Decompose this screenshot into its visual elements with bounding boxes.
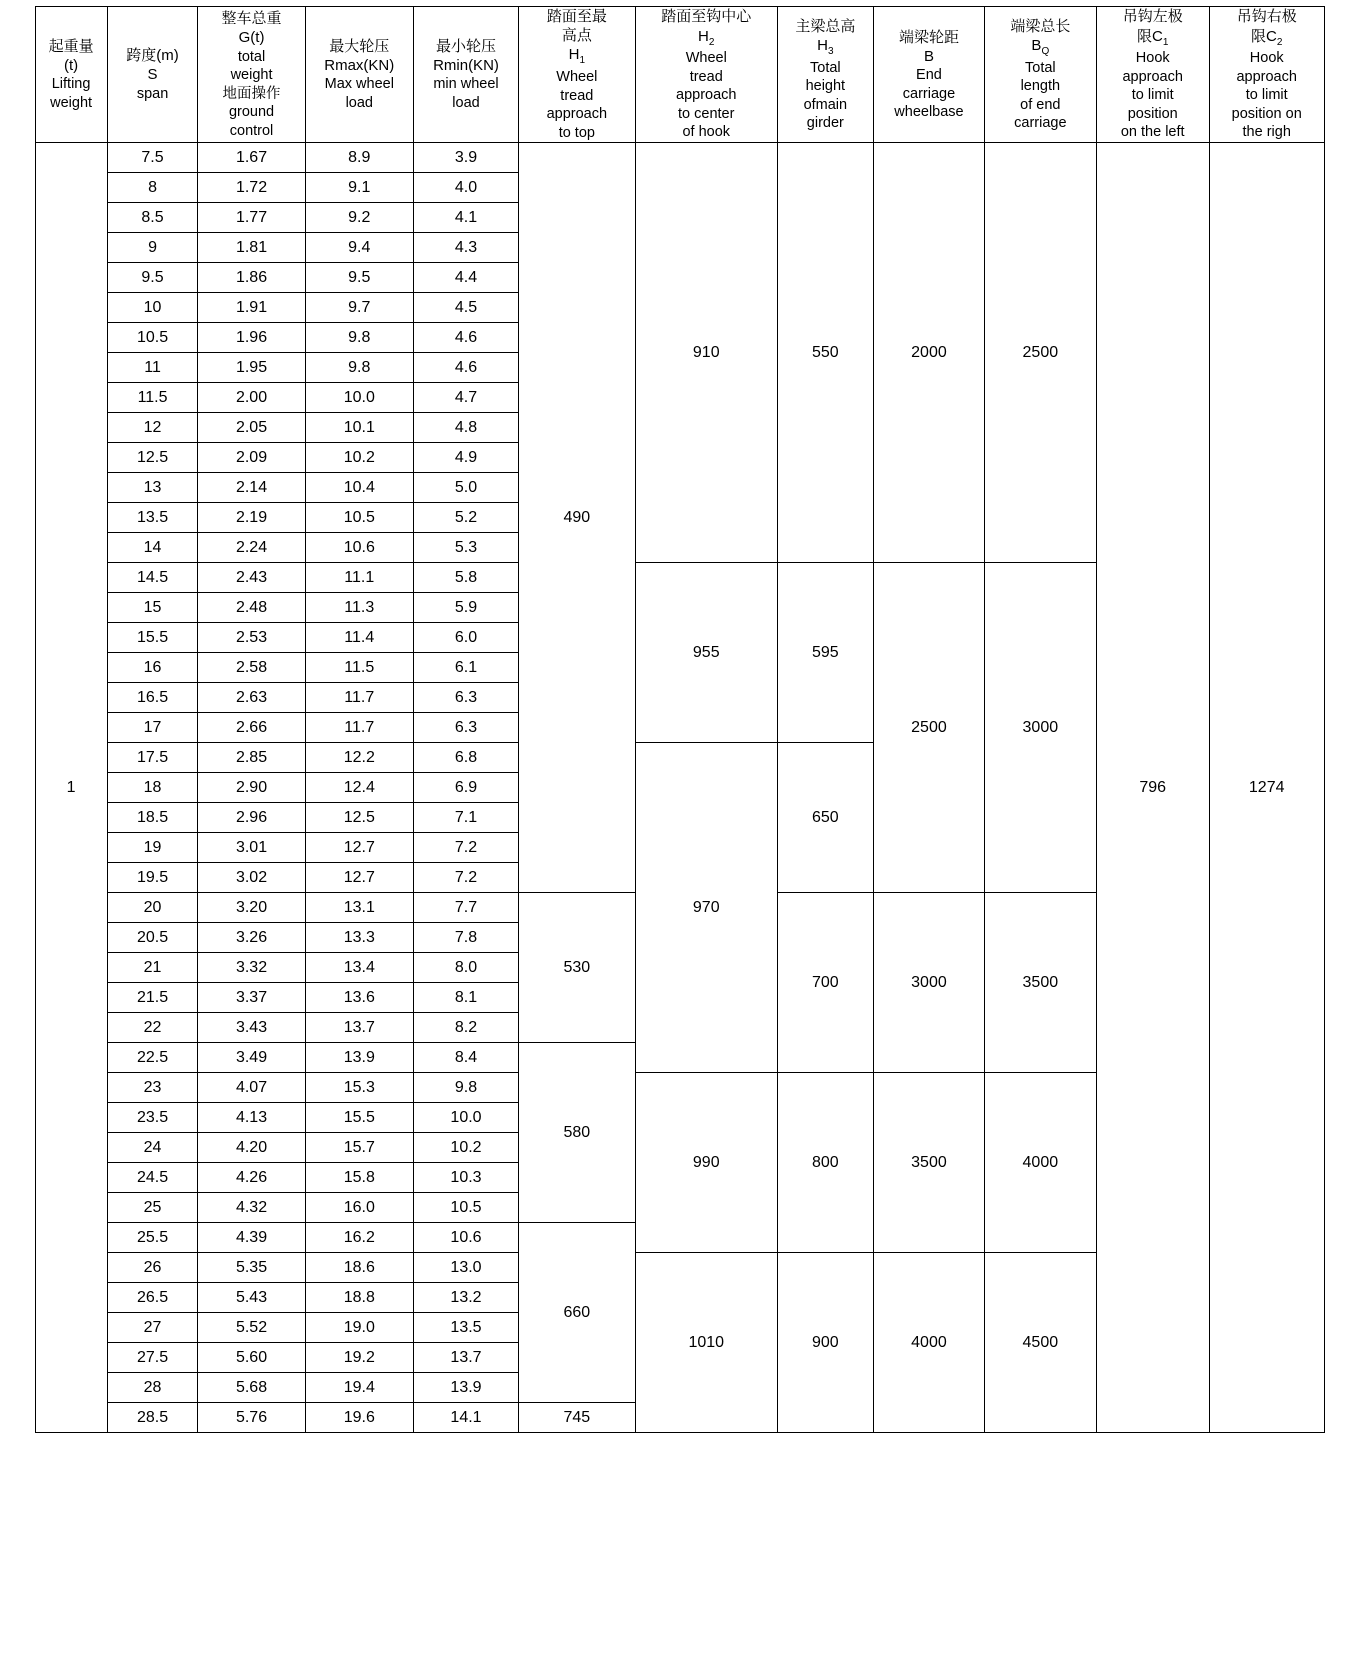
cell-max-wheel-load: 15.5 [305,1103,413,1133]
cell-min-wheel-load: 13.7 [413,1343,518,1373]
cell-total-weight: 2.66 [198,713,305,743]
cell-span: 28 [107,1373,198,1403]
cell-total-weight: 1.72 [198,173,305,203]
cell-max-wheel-load: 13.6 [305,983,413,1013]
cell-max-wheel-load: 13.7 [305,1013,413,1043]
cell-min-wheel-load: 4.6 [413,323,518,353]
cell-span: 10 [107,293,198,323]
cell-b: 2000 [873,143,984,563]
cell-min-wheel-load: 13.9 [413,1373,518,1403]
col-header-h1-tread-to-top: 踏面至最 高点 $H_1$ Wheel tread approach to top [519,7,636,143]
cell-max-wheel-load: 18.8 [305,1283,413,1313]
cell-min-wheel-load: 6.0 [413,623,518,653]
table-header [35,7,1324,143]
cell-h1: 745 [519,1403,636,1433]
cell-max-wheel-load: 15.8 [305,1163,413,1193]
header-row [35,7,1324,143]
cell-max-wheel-load: 10.5 [305,503,413,533]
cell-span: 15.5 [107,623,198,653]
cell-max-wheel-load: 16.0 [305,1193,413,1223]
cell-max-wheel-load: 16.2 [305,1223,413,1253]
cell-total-weight: 2.58 [198,653,305,683]
cell-span: 8 [107,173,198,203]
cell-min-wheel-load: 6.8 [413,743,518,773]
cell-min-wheel-load: 7.2 [413,833,518,863]
cell-h1: 580 [519,1043,636,1223]
cell-min-wheel-load: 10.0 [413,1103,518,1133]
col-header-c1-hook-left-limit: 吊钩左极 限$C_1$ Hook approach to limit position on the left [1096,7,1209,143]
cell-bq: 3500 [985,893,1096,1073]
cell-span: 8.5 [107,203,198,233]
cell-min-wheel-load: 6.3 [413,683,518,713]
cell-span: 17.5 [107,743,198,773]
cell-span: 25.5 [107,1223,198,1253]
cell-min-wheel-load: 4.0 [413,173,518,203]
cell-total-weight: 4.39 [198,1223,305,1253]
cell-total-weight: 1.77 [198,203,305,233]
cell-min-wheel-load: 10.5 [413,1193,518,1223]
cell-min-wheel-load: 7.1 [413,803,518,833]
cell-total-weight: 2.96 [198,803,305,833]
col-header-c2-hook-right-limit: 吊钩右极 限$C_2$ Hook approach to limit position on the righ [1209,7,1324,143]
cell-min-wheel-load: 5.9 [413,593,518,623]
cell-min-wheel-load: 8.2 [413,1013,518,1043]
cell-lifting-weight: 1 [35,143,107,1433]
cell-min-wheel-load: 10.3 [413,1163,518,1193]
cell-span: 7.5 [107,143,198,173]
cell-total-weight: 5.68 [198,1373,305,1403]
col-header-bq-end-carriage-length: 端梁总长 $B_Q$ Total length of end carriage [985,7,1096,143]
cell-min-wheel-load: 4.8 [413,413,518,443]
col-header-min-wheel-load: 最小轮压 Rmin(KN) min wheel load [413,7,518,143]
cell-total-weight: 1.96 [198,323,305,353]
cell-total-weight: 5.60 [198,1343,305,1373]
cell-max-wheel-load: 19.6 [305,1403,413,1433]
cell-total-weight: 3.32 [198,953,305,983]
cell-max-wheel-load: 11.7 [305,683,413,713]
cell-total-weight: 3.02 [198,863,305,893]
cell-span: 22.5 [107,1043,198,1073]
cell-max-wheel-load: 19.2 [305,1343,413,1373]
cell-span: 16 [107,653,198,683]
cell-h2: 955 [635,563,777,743]
table-row [35,143,1324,173]
cell-span: 23 [107,1073,198,1103]
cell-min-wheel-load: 10.2 [413,1133,518,1163]
cell-span: 18.5 [107,803,198,833]
cell-span: 13 [107,473,198,503]
cell-min-wheel-load: 4.9 [413,443,518,473]
cell-h3: 550 [777,143,873,563]
cell-max-wheel-load: 13.4 [305,953,413,983]
cell-total-weight: 4.20 [198,1133,305,1163]
cell-max-wheel-load: 12.7 [305,863,413,893]
col-header-span: 跨度(m) S span [107,7,198,143]
cell-span: 26.5 [107,1283,198,1313]
cell-min-wheel-load: 10.6 [413,1223,518,1253]
col-header-total-weight: 整车总重 G(t) total weight 地面操作 ground control [198,7,305,143]
cell-min-wheel-load: 14.1 [413,1403,518,1433]
cell-min-wheel-load: 13.0 [413,1253,518,1283]
cell-total-weight: 1.81 [198,233,305,263]
cell-min-wheel-load: 4.4 [413,263,518,293]
cell-bq: 4000 [985,1073,1096,1253]
cell-total-weight: 2.24 [198,533,305,563]
cell-bq: 4500 [985,1253,1096,1433]
cell-min-wheel-load: 5.2 [413,503,518,533]
cell-h3: 700 [777,893,873,1073]
cell-total-weight: 5.76 [198,1403,305,1433]
cell-span: 27 [107,1313,198,1343]
cell-max-wheel-load: 12.7 [305,833,413,863]
cell-h2: 990 [635,1073,777,1253]
cell-max-wheel-load: 8.9 [305,143,413,173]
cell-span: 12.5 [107,443,198,473]
cell-min-wheel-load: 5.3 [413,533,518,563]
cell-max-wheel-load: 13.9 [305,1043,413,1073]
cell-total-weight: 3.26 [198,923,305,953]
cell-span: 14 [107,533,198,563]
cell-span: 21.5 [107,983,198,1013]
cell-max-wheel-load: 12.4 [305,773,413,803]
cell-min-wheel-load: 6.9 [413,773,518,803]
cell-max-wheel-load: 13.1 [305,893,413,923]
cell-span: 23.5 [107,1103,198,1133]
cell-min-wheel-load: 6.3 [413,713,518,743]
cell-h3: 900 [777,1253,873,1433]
col-header-max-wheel-load: 最大轮压 Rmax(KN) Max wheel load [305,7,413,143]
cell-span: 24 [107,1133,198,1163]
cell-span: 24.5 [107,1163,198,1193]
cell-min-wheel-load: 7.8 [413,923,518,953]
cell-min-wheel-load: 5.8 [413,563,518,593]
cell-span: 28.5 [107,1403,198,1433]
cell-total-weight: 2.14 [198,473,305,503]
cell-max-wheel-load: 11.4 [305,623,413,653]
cell-min-wheel-load: 8.1 [413,983,518,1013]
cell-total-weight: 2.63 [198,683,305,713]
cell-total-weight: 5.52 [198,1313,305,1343]
cell-span: 25 [107,1193,198,1223]
cell-min-wheel-load: 8.0 [413,953,518,983]
cell-total-weight: 3.37 [198,983,305,1013]
cell-total-weight: 2.09 [198,443,305,473]
cell-max-wheel-load: 19.0 [305,1313,413,1343]
cell-min-wheel-load: 13.2 [413,1283,518,1313]
cell-max-wheel-load: 10.4 [305,473,413,503]
cell-h3: 800 [777,1073,873,1253]
cell-max-wheel-load: 9.2 [305,203,413,233]
cell-total-weight: 4.26 [198,1163,305,1193]
cell-total-weight: 3.20 [198,893,305,923]
cell-max-wheel-load: 11.1 [305,563,413,593]
cell-span: 21 [107,953,198,983]
cell-h3: 595 [777,563,873,743]
cell-c1: 796 [1096,143,1209,1433]
cell-total-weight: 2.05 [198,413,305,443]
cell-span: 22 [107,1013,198,1043]
cell-max-wheel-load: 10.1 [305,413,413,443]
cell-min-wheel-load: 7.2 [413,863,518,893]
cell-total-weight: 5.35 [198,1253,305,1283]
cell-span: 20 [107,893,198,923]
cell-total-weight: 1.67 [198,143,305,173]
cell-h1: 530 [519,893,636,1043]
cell-min-wheel-load: 7.7 [413,893,518,923]
cell-total-weight: 3.01 [198,833,305,863]
cell-max-wheel-load: 11.5 [305,653,413,683]
cell-total-weight: 4.13 [198,1103,305,1133]
cell-min-wheel-load: 4.7 [413,383,518,413]
cell-span: 9.5 [107,263,198,293]
cell-max-wheel-load: 9.4 [305,233,413,263]
cell-max-wheel-load: 10.6 [305,533,413,563]
cell-max-wheel-load: 11.3 [305,593,413,623]
cell-min-wheel-load: 4.5 [413,293,518,323]
cell-span: 15 [107,593,198,623]
cell-total-weight: 3.49 [198,1043,305,1073]
col-header-h3-girder-height: 主梁总高 $H_3$ Total height ofmain girder [777,7,873,143]
cell-min-wheel-load: 6.1 [413,653,518,683]
cell-span: 19 [107,833,198,863]
cell-bq: 3000 [985,563,1096,893]
cell-span: 9 [107,233,198,263]
cell-max-wheel-load: 9.7 [305,293,413,323]
cell-c2: 1274 [1209,143,1324,1433]
cell-span: 26 [107,1253,198,1283]
cell-min-wheel-load: 9.8 [413,1073,518,1103]
cell-max-wheel-load: 9.8 [305,323,413,353]
cell-max-wheel-load: 12.2 [305,743,413,773]
cell-min-wheel-load: 4.1 [413,203,518,233]
cell-span: 13.5 [107,503,198,533]
cell-min-wheel-load: 4.6 [413,353,518,383]
crane-specification-table [35,6,1325,1433]
cell-total-weight: 2.53 [198,623,305,653]
cell-h2: 910 [635,143,777,563]
cell-span: 14.5 [107,563,198,593]
col-header-lifting-weight: 起重量 (t) Lifting weight [35,7,107,143]
cell-min-wheel-load: 4.3 [413,233,518,263]
cell-span: 11 [107,353,198,383]
cell-max-wheel-load: 9.8 [305,353,413,383]
cell-max-wheel-load: 13.3 [305,923,413,953]
cell-total-weight: 1.91 [198,293,305,323]
cell-b: 3500 [873,1073,984,1253]
cell-total-weight: 1.86 [198,263,305,293]
cell-b: 2500 [873,563,984,893]
cell-max-wheel-load: 19.4 [305,1373,413,1403]
cell-min-wheel-load: 8.4 [413,1043,518,1073]
cell-span: 16.5 [107,683,198,713]
cell-max-wheel-load: 9.5 [305,263,413,293]
col-header-b-end-carriage-wheelbase: 端梁轮距 B End carriage wheelbase [873,7,984,143]
cell-span: 12 [107,413,198,443]
cell-total-weight: 2.19 [198,503,305,533]
cell-b: 3000 [873,893,984,1073]
cell-max-wheel-load: 10.2 [305,443,413,473]
cell-min-wheel-load: 5.0 [413,473,518,503]
cell-span: 11.5 [107,383,198,413]
cell-max-wheel-load: 15.7 [305,1133,413,1163]
cell-total-weight: 4.07 [198,1073,305,1103]
cell-total-weight: 5.43 [198,1283,305,1313]
cell-min-wheel-load: 3.9 [413,143,518,173]
cell-h3: 650 [777,743,873,893]
cell-total-weight: 2.48 [198,593,305,623]
cell-total-weight: 4.32 [198,1193,305,1223]
cell-bq: 2500 [985,143,1096,563]
cell-min-wheel-load: 13.5 [413,1313,518,1343]
table-body [35,143,1324,1433]
cell-span: 10.5 [107,323,198,353]
cell-b: 4000 [873,1253,984,1433]
cell-max-wheel-load: 15.3 [305,1073,413,1103]
cell-max-wheel-load: 11.7 [305,713,413,743]
cell-max-wheel-load: 10.0 [305,383,413,413]
cell-total-weight: 2.00 [198,383,305,413]
cell-span: 19.5 [107,863,198,893]
cell-total-weight: 3.43 [198,1013,305,1043]
cell-span: 27.5 [107,1343,198,1373]
col-header-h2-tread-to-hook: 踏面至钩中心 $H_2$ Wheel tread approach to center of hook [635,7,777,143]
cell-total-weight: 1.95 [198,353,305,383]
cell-h1: 490 [519,143,636,893]
cell-max-wheel-load: 12.5 [305,803,413,833]
cell-max-wheel-load: 9.1 [305,173,413,203]
cell-h2: 1010 [635,1253,777,1433]
cell-total-weight: 2.90 [198,773,305,803]
cell-h1: 660 [519,1223,636,1403]
cell-max-wheel-load: 18.6 [305,1253,413,1283]
cell-total-weight: 2.43 [198,563,305,593]
cell-h2: 970 [635,743,777,1073]
cell-span: 20.5 [107,923,198,953]
cell-span: 17 [107,713,198,743]
cell-total-weight: 2.85 [198,743,305,773]
cell-span: 18 [107,773,198,803]
